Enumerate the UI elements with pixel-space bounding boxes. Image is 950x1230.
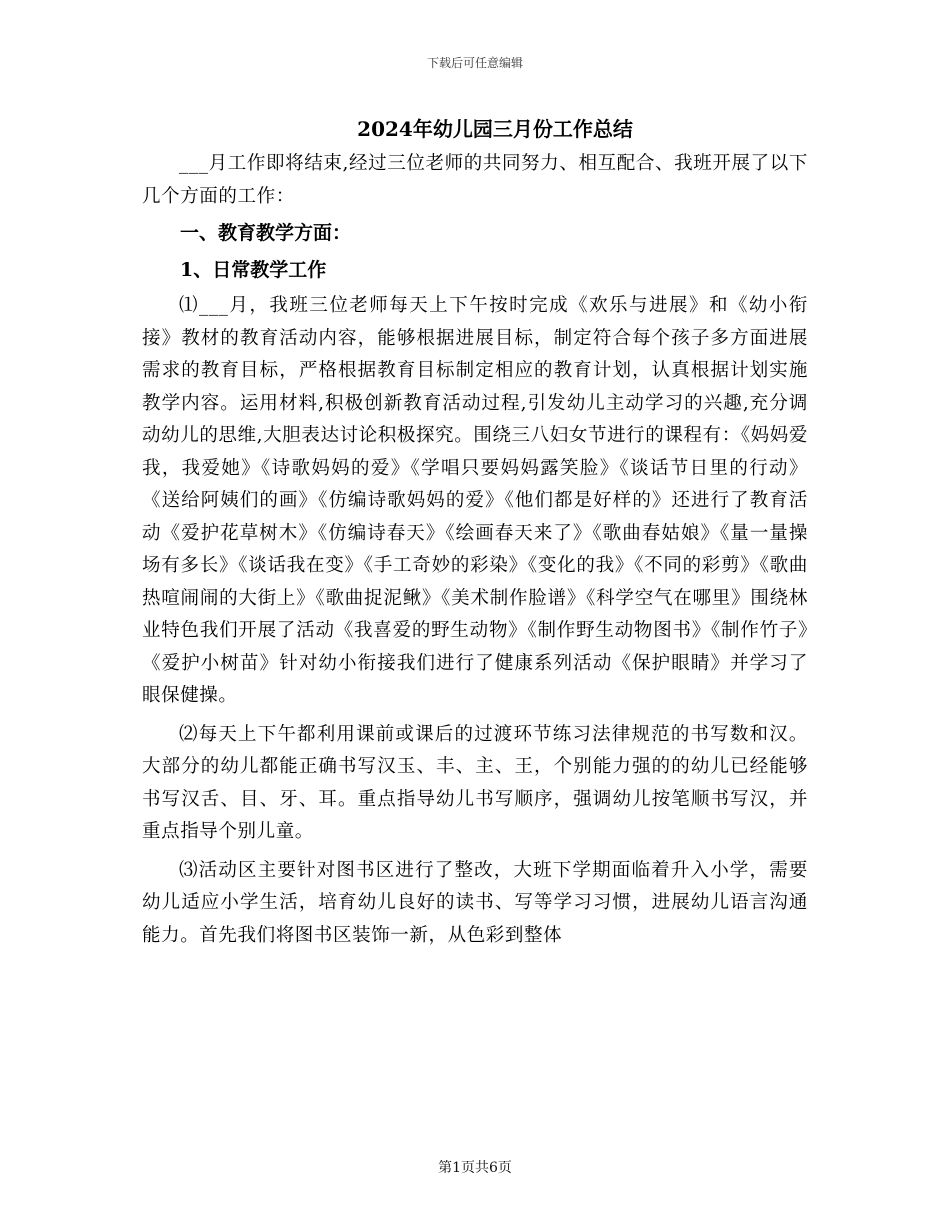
intro-paragraph: ___月工作即将结束,经过三位老师的共同努力、相互配合、我班开展了以下几个方面的工作：	[142, 153, 808, 207]
header-note: 下载后可任意编辑	[426, 56, 523, 70]
item-paragraph-2: ⑵每天上下午都利用课前或课后的过渡环节练习法律规范的书写数和汉。大部分的幼儿都能正确书写汉玉、丰、主、王，个别能力强的的幼儿已经能够书写汉舌、目、牙、耳。重点指导幼儿书写顺序，强调幼儿按笔顺书写汉，并重点指导个别儿童。	[142, 723, 808, 842]
subsection-heading-daily-teaching: 1、日常教学工作	[180, 258, 327, 281]
item-paragraph-3: ⑶活动区主要针对图书区进行了整改，大班下学期面临着升入小学，需要幼儿适应小学生活，培育幼儿良好的读书、写等学习习惯，进展幼儿语言沟通能力。首先我们将图书区装饰一新，从色彩到整体	[142, 859, 808, 946]
item-paragraph-1: ⑴___月，我班三位老师每天上下午按时完成《欢乐与进展》和《幼小衔接》教材的教育活动内容，能够根据进展目标，制定符合每个孩子多方面进展需求的教育目标，严格根据教育目标制定相应的教育计划，认真根据计划实施教学内容。运用材料,积极创新教育活动过程,引发幼儿主动学习的兴趣,充分调动幼儿的思维,大胆表达讨论积极探究。围绕三八妇女节进行的课程有：《妈妈爱我，我爱她》《诗歌妈妈的爱》《学唱只要妈妈露笑脸》《谈话节日里的行动》《送给阿姨们的画》《仿编诗歌妈妈的爱》《他们都是好样的》还进行了教育活动《爱护花草树木》《仿编诗春天》《绘画春天来了》《歌曲春姑娘》《量一量操场有多长》《谈话我在变》《手工奇妙的彩染》《变化的我》《不同的彩剪》《歌曲热喧闹闹的大街上》《歌曲捉泥鳅》《美术制作脸谱》《科学空气在哪里》围绕林业特色我们开展了活动《我喜爱的野生动物》《制作野生动物图书》《制作竹子》《爱护小树苗》针对幼小衔接我们进行了健康系列活动《保护眼睛》并学习了眼保健操。	[142, 295, 808, 706]
document-title: 2024年幼儿园三月份工作总结	[357, 117, 633, 141]
page-footer: 第1页共6页	[438, 1160, 512, 1176]
section-heading-education: 一、教育教学方面：	[180, 222, 352, 244]
document-body	[142, 148, 808, 952]
